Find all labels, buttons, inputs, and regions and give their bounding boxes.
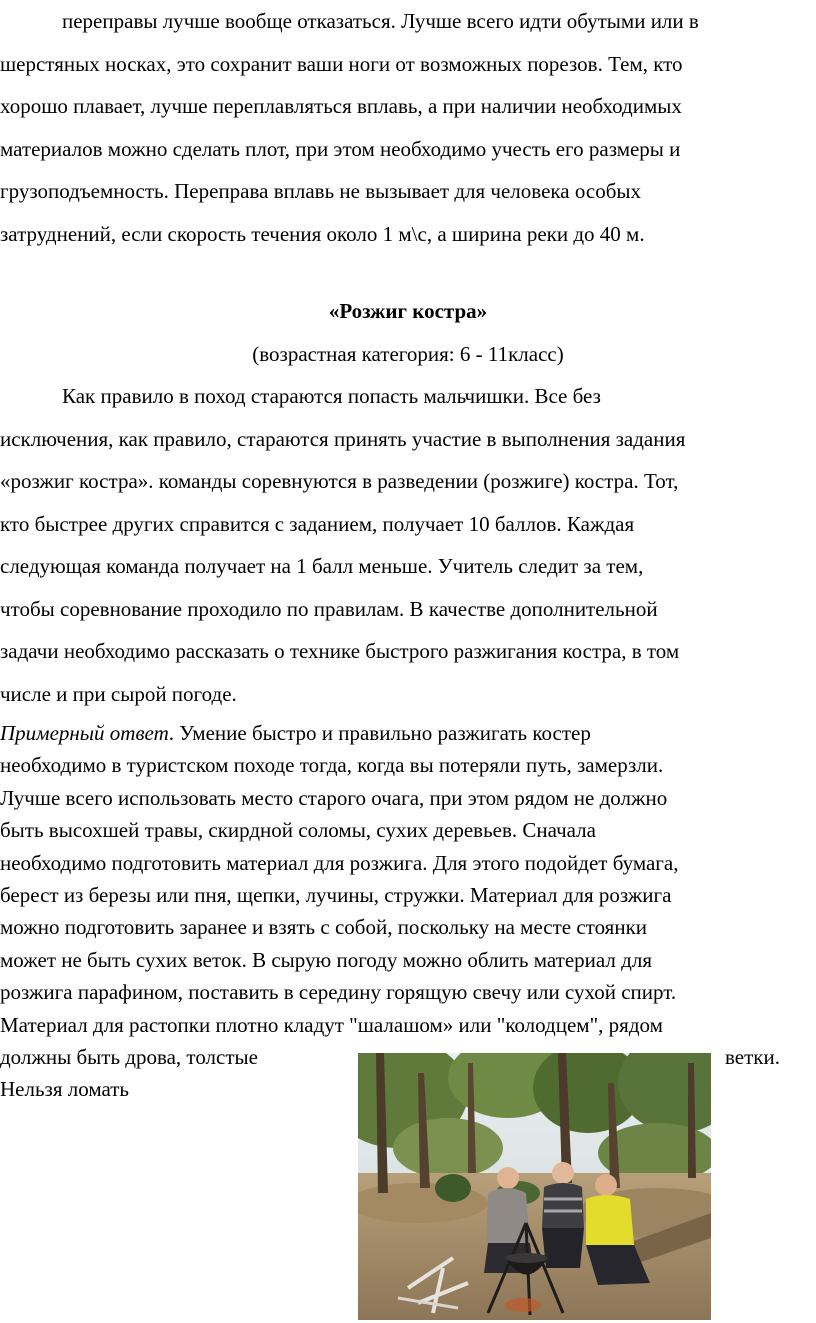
section-subtitle: (возрастная категория: 6 - 11класс) [252, 342, 564, 366]
text-line: шерстяных носках, это сохранит ваши ноги от возможных порезов. Тем, кто [0, 51, 683, 76]
text-line: «розжиг костра». команды соревнуются в разведении (розжиге) костра. Тот, [0, 469, 679, 493]
text-line: Материал для растопки плотно кладут "шалашом» или "колодцем", рядом [0, 1012, 663, 1037]
wrapped-text-left [0, 1041, 258, 1106]
paragraph-sample-answer [0, 717, 800, 1041]
text-line: берест из березы или пня, щепки, лучины, стружки. Материал для розжига [0, 883, 672, 908]
text-line: переправы лучше вообще отказаться. Лучше всего идти обутыми или в [62, 9, 699, 33]
text-line: задачи необходимо рассказать о технике быстрого разжигания костра, в том [0, 639, 680, 663]
text-line: хорошо плавает, лучше переплавляться вплавь, а при наличии необходимых [0, 94, 682, 118]
text-line: материалов можно сделать плот, при этом необходимо учесть его размеры и [0, 136, 681, 161]
text-line: Как правило в поход стараются попасть мальчишки. Все без [62, 384, 601, 408]
text-line: Нельзя ломать [0, 1077, 130, 1102]
text-line [0, 717, 800, 749]
text-line: кто быстрее других справится с заданием, получает 10 баллов. Каждая [0, 511, 635, 536]
paragraph-river-crossing [0, 0, 800, 255]
text-line: необходимо в туристском походе тогда, когда вы потеряли путь, замерзли. [0, 753, 664, 778]
text-line: грузоподъемность. Переправа вплавь не вызывает для человека особых [0, 179, 641, 203]
text-line: числе и при сырой погоде. [0, 681, 237, 706]
text-line: затруднений, если скорость течения около 1 м\с, а ширина реки до 40 м. [0, 221, 645, 246]
section-title: «Розжиг костра» [328, 299, 488, 323]
text-line: может не быть сухих веток. В сырую погоду можно облить материал для [0, 947, 652, 972]
wrapped-text-right: ветки. [725, 1045, 780, 1069]
text-line: можно подготовить заранее и взять с собой, поскольку на месте стоянки [0, 915, 648, 940]
paragraph-fire-task [0, 375, 800, 715]
text-line: следующая команда получает на 1 балл меньше. Учитель следит за тем, [0, 554, 644, 578]
text-line: исключения, как правило, стараются принять участие в выполнения задания [0, 426, 686, 451]
campfire-photo [358, 1053, 711, 1320]
text-line: быть высохшей травы, скирдной соломы, сухих деревьев. Сначала [0, 818, 596, 843]
text-line: необходимо подготовить материал для розжига. Для этого подойдет бумага, [0, 850, 679, 875]
answer-first-line: . Умение быстро и правильно разжигать костер [168, 721, 591, 745]
text-line: розжига парафином, поставить в середину горящую свечу или сухой спирт. [0, 980, 677, 1005]
text-line: чтобы соревнование проходило по правилам. В качестве дополнительной [0, 596, 658, 621]
text-line: Лучше всего использовать место старого очага, при этом рядом не должно [0, 785, 668, 810]
answer-label: Примерный ответ [0, 721, 169, 745]
text-line: должны быть дрова, толстые [0, 1045, 258, 1069]
